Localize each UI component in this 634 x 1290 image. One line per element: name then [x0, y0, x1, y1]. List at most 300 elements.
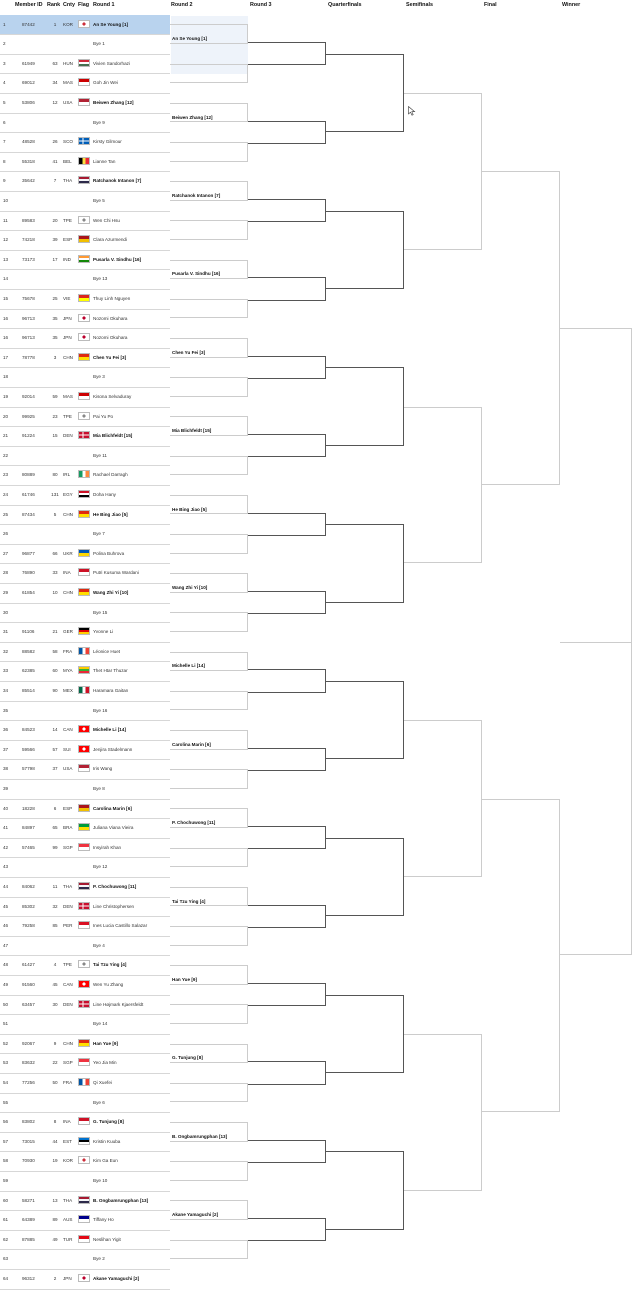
country-cell: CAN	[63, 727, 73, 733]
player-name: Bye 2	[93, 1256, 105, 1262]
flag-ukr-icon	[78, 549, 90, 557]
header-winner: Winner	[562, 2, 581, 8]
round2-winner: G. Tunjung [8]	[172, 1055, 203, 1061]
rank-cell: 65	[52, 825, 58, 831]
member-id-cell: 61427	[22, 962, 35, 968]
row-number: 46	[3, 923, 9, 929]
player-name: Clara Azurmendi	[93, 237, 127, 243]
row-number: 35	[3, 707, 9, 713]
round2-winner: Wang Zhi Yi [10]	[172, 585, 208, 590]
bracket-connector	[248, 42, 326, 65]
player-name: Neslihan Yigit	[93, 1236, 121, 1242]
table-row[interactable]	[0, 407, 170, 426]
row-number: 48	[3, 962, 9, 968]
rank-cell: 99	[52, 844, 58, 850]
bracket-connector	[170, 1200, 248, 1220]
player-name: Insyirah Khan	[93, 844, 122, 850]
country-cell: JPN	[63, 1276, 72, 1281]
flag-empty	[78, 1254, 90, 1262]
header-cnty: Cnty	[63, 2, 75, 8]
bracket-connector	[326, 367, 404, 445]
rank-cell: 45	[52, 982, 58, 987]
header-round3: Round 3	[250, 2, 272, 8]
table-row[interactable]	[0, 740, 170, 759]
bracket-connector	[170, 1083, 248, 1103]
country-cell	[63, 446, 75, 465]
table-row[interactable]	[0, 1073, 170, 1092]
country-cell: ESP	[63, 805, 73, 811]
country-cell: IND	[63, 256, 71, 262]
rank-cell: 35	[52, 315, 58, 321]
table-row[interactable]	[0, 485, 170, 504]
flag-tur-icon	[78, 1235, 90, 1243]
table-row[interactable]	[0, 661, 170, 680]
row-number: 31	[3, 629, 9, 635]
bracket-connector	[170, 769, 248, 789]
row-number: 18	[3, 374, 9, 380]
bracket-connector	[170, 652, 248, 672]
round2-winner: Carolina Marin [6]	[172, 741, 211, 747]
flag-usa-icon	[78, 764, 90, 772]
player-name: Bye 6	[93, 1099, 105, 1105]
member-id-cell: 58271	[22, 1197, 35, 1203]
rank-cell: 20	[52, 217, 58, 223]
country-cell: VIE	[63, 296, 71, 301]
country-cell	[63, 936, 75, 955]
player-name: Bye 12	[93, 864, 108, 870]
country-cell: TUR	[63, 1236, 73, 1242]
country-cell	[63, 34, 75, 53]
rank-cell: 10	[52, 590, 58, 595]
player-name: Kim Ga Eun	[93, 1158, 118, 1164]
table-row[interactable]	[0, 583, 170, 602]
rank-cell: 14	[52, 727, 58, 733]
row-number: 45	[3, 903, 9, 909]
table-row[interactable]	[0, 1249, 170, 1268]
rank-cell: 39	[52, 237, 58, 243]
round2-winner: Pusarla V. Sindhu [16]	[172, 271, 221, 277]
table-row[interactable]	[0, 211, 170, 230]
table-row[interactable]	[0, 191, 170, 210]
player-name: Iris Wang	[93, 766, 113, 772]
table-row[interactable]	[0, 446, 170, 465]
country-cell: THA	[63, 884, 73, 889]
row-number: 28	[3, 570, 9, 576]
country-cell: SUI	[63, 746, 71, 752]
flag-sgp-icon	[78, 1058, 90, 1066]
rank-cell: 5	[53, 511, 57, 517]
row-number: 64	[3, 1276, 9, 1281]
bracket-connector	[248, 669, 326, 692]
table-row[interactable]	[0, 426, 170, 445]
member-id-cell: 75678	[22, 296, 35, 301]
country-cell: JPN	[63, 335, 72, 341]
table-row[interactable]	[0, 642, 170, 661]
rank-cell	[50, 34, 60, 53]
rank-cell: 90	[52, 688, 58, 693]
row-number: 33	[3, 668, 9, 674]
flag-usa-icon	[78, 98, 90, 106]
flag-sui-icon	[78, 745, 90, 753]
round2-winner: Michelle Li [14]	[172, 663, 205, 669]
row-number: 63	[3, 1256, 9, 1262]
flag-sco-icon	[78, 137, 90, 145]
table-row[interactable]	[0, 250, 170, 269]
row-number: 50	[3, 1001, 9, 1007]
table-row[interactable]	[0, 681, 170, 700]
bracket-connector	[170, 24, 248, 44]
flag-ind-icon	[78, 255, 90, 263]
member-id-cell: 83802	[22, 1119, 35, 1125]
rank-cell: 26	[52, 139, 58, 145]
table-row[interactable]	[0, 563, 170, 582]
row-number: 20	[3, 413, 9, 419]
row-number: 52	[3, 1040, 9, 1046]
flag-bel-icon	[78, 157, 90, 165]
flag-aus-icon	[78, 1215, 90, 1223]
flag-per-icon	[78, 921, 90, 929]
bracket-connector	[482, 171, 560, 485]
bracket-connector	[482, 799, 560, 1113]
table-row[interactable]	[0, 1230, 170, 1249]
country-cell: CHN	[63, 590, 73, 595]
table-row[interactable]	[0, 73, 170, 92]
player-name: Yeo Jia Min	[93, 1060, 117, 1066]
table-row[interactable]	[0, 1151, 170, 1170]
table-row[interactable]	[0, 1171, 170, 1190]
country-cell: BEL	[63, 158, 72, 164]
bracket-connector	[248, 356, 326, 379]
table-row[interactable]	[0, 936, 170, 955]
rank-cell: 44	[52, 1138, 58, 1144]
table-row[interactable]	[0, 348, 170, 367]
flag-chn-icon	[78, 588, 90, 596]
row-number: 40	[3, 805, 9, 811]
table-row[interactable]	[0, 1093, 170, 1112]
member-id-cell: 59566	[22, 746, 35, 752]
flag-empty	[78, 451, 90, 459]
flag-den-icon	[78, 1000, 90, 1008]
bracket-connector	[248, 513, 326, 536]
flag-irl-icon	[78, 470, 90, 478]
bracket-connector	[170, 848, 248, 868]
row-number: 15	[3, 296, 9, 301]
member-id-cell: 77256	[22, 1080, 35, 1085]
table-row[interactable]	[0, 544, 170, 563]
country-cell: CHN	[63, 354, 73, 360]
round2-winner: Han Yue [9]	[172, 977, 197, 982]
row-number: 30	[3, 609, 9, 615]
member-id-cell: 89583	[22, 217, 35, 223]
table-row[interactable]	[0, 1210, 170, 1229]
flag-egy-icon	[78, 490, 90, 498]
table-row[interactable]	[0, 975, 170, 994]
player-name: Wang Zhi Yi [10]	[93, 590, 129, 595]
flag-mas-icon	[78, 78, 90, 86]
flag-sgp-icon	[78, 843, 90, 851]
table-row[interactable]	[0, 505, 170, 524]
table-row[interactable]	[0, 701, 170, 720]
table-row[interactable]	[0, 1034, 170, 1053]
flag-can-icon	[78, 980, 90, 988]
table-row[interactable]	[0, 93, 170, 112]
row-number: 6	[3, 119, 6, 125]
player-name: Polina Buhrova	[93, 550, 125, 556]
country-cell: THA	[63, 1197, 73, 1203]
flag-ina-icon	[78, 1117, 90, 1125]
table-row[interactable]	[0, 113, 170, 132]
country-cell: MEX	[63, 688, 73, 693]
table-row[interactable]	[0, 1014, 170, 1033]
country-cell: TPE	[63, 217, 72, 223]
table-row[interactable]	[0, 916, 170, 935]
bracket-connector	[326, 54, 404, 132]
row-number: 43	[3, 864, 9, 870]
row-number: 25	[3, 511, 9, 517]
country-cell	[63, 524, 75, 543]
member-id-cell	[22, 269, 42, 288]
bracket-connector	[170, 1004, 248, 1024]
bracket-connector	[248, 905, 326, 928]
flag-chn-icon	[78, 353, 90, 361]
country-cell: BRA	[63, 825, 73, 831]
table-row[interactable]	[0, 877, 170, 896]
country-cell: INA	[63, 570, 71, 576]
flag-empty	[78, 784, 90, 792]
row-number: 19	[3, 394, 9, 399]
rank-cell: 131	[51, 492, 59, 497]
bracket-connector	[170, 1240, 248, 1260]
bracket-connector	[170, 220, 248, 240]
table-row[interactable]	[0, 524, 170, 543]
player-name: Vivien Sandorhazi	[93, 60, 130, 66]
table-row[interactable]	[0, 759, 170, 778]
member-id-cell: 48528	[22, 139, 35, 145]
bracket-connector	[170, 926, 248, 946]
member-id-cell: 74218	[22, 237, 35, 243]
player-name: Kisona Selvaduray	[93, 394, 132, 399]
flag-empty	[78, 39, 90, 47]
player-name: Goh Jin Wei	[93, 80, 118, 86]
member-id-cell	[22, 524, 42, 543]
country-cell: CAN	[63, 982, 73, 987]
bracket-connector	[248, 121, 326, 144]
table-row[interactable]	[0, 387, 170, 406]
rank-cell: 9	[53, 1040, 57, 1046]
table-row[interactable]	[0, 995, 170, 1014]
member-id-cell: 83632	[22, 1060, 35, 1066]
winner-line	[560, 642, 632, 643]
member-id-cell	[22, 857, 42, 876]
country-cell: THA	[63, 178, 73, 184]
country-cell: UKR	[63, 550, 73, 556]
member-id-cell: 70930	[22, 1158, 35, 1164]
rank-cell: 30	[52, 1001, 58, 1007]
country-cell	[63, 367, 75, 386]
member-id-cell: 87885	[22, 1236, 35, 1242]
country-cell: INA	[63, 1119, 71, 1125]
header-quarterfinals: Quarterfinals	[328, 2, 362, 8]
member-id-cell: 53806	[22, 100, 35, 105]
member-id-cell	[22, 1171, 42, 1190]
flag-tha-icon	[78, 1196, 90, 1204]
row-number: 16	[3, 335, 9, 341]
row-number: 14	[3, 276, 9, 282]
flag-jpn-icon	[78, 1274, 90, 1282]
player-name: Thet Htar Thuzar	[93, 668, 128, 674]
member-id-cell: 80889	[22, 472, 35, 478]
table-row[interactable]	[0, 34, 170, 53]
country-cell	[63, 113, 75, 132]
bracket-connector	[170, 299, 248, 319]
row-number: 27	[3, 550, 9, 556]
flag-empty	[78, 941, 90, 949]
member-id-cell: 91224	[22, 433, 35, 439]
country-cell: JPN	[63, 315, 72, 321]
table-row[interactable]	[0, 230, 170, 249]
country-cell: AUS	[63, 1217, 73, 1223]
rank-cell: 13	[52, 1197, 58, 1203]
table-row[interactable]	[0, 603, 170, 622]
table-row[interactable]	[0, 1053, 170, 1072]
player-name: Putri Kusuma Wardani	[93, 570, 139, 576]
rank-cell	[50, 269, 60, 288]
player-name: Bye 8	[93, 786, 105, 791]
player-name: Ratchanok Intanon [7]	[93, 178, 142, 184]
country-cell	[63, 269, 75, 288]
table-row[interactable]	[0, 171, 170, 190]
mouse-cursor-icon	[408, 106, 416, 116]
rank-cell: 66	[52, 550, 58, 556]
table-row[interactable]	[0, 132, 170, 151]
player-name: Line Højmark Kjaersfeldt	[93, 1001, 144, 1007]
bracket-connector	[248, 199, 326, 222]
bracket-connector	[170, 260, 248, 280]
table-row[interactable]	[0, 309, 170, 328]
flag-fra-icon	[78, 647, 90, 655]
table-row[interactable]	[0, 799, 170, 818]
bracket-connector	[326, 838, 404, 916]
table-row[interactable]	[0, 955, 170, 974]
row-number: 60	[3, 1197, 9, 1203]
player-name: Pai Yu Po	[93, 413, 114, 419]
country-cell: MAS	[63, 394, 73, 399]
rank-cell	[50, 779, 60, 798]
player-name: Line Christophersen	[93, 903, 135, 909]
player-name: An Se Young [1]	[93, 21, 129, 27]
table-row[interactable]	[0, 818, 170, 837]
rank-cell: 60	[52, 668, 58, 674]
rank-cell: 8	[53, 1119, 57, 1125]
flag-ger-icon	[78, 627, 90, 635]
table-row[interactable]	[0, 54, 170, 73]
country-cell: GER	[63, 629, 73, 635]
table-row[interactable]	[0, 328, 170, 347]
country-cell: USA	[63, 100, 73, 105]
table-row[interactable]	[0, 1191, 170, 1210]
country-cell: SCO	[63, 139, 73, 145]
rank-cell: 41	[52, 158, 58, 164]
table-row[interactable]	[0, 720, 170, 739]
player-name: Kirsty Gilmour	[93, 139, 122, 145]
flag-empty	[78, 1098, 90, 1106]
table-row[interactable]	[0, 465, 170, 484]
rank-cell: 11	[52, 884, 58, 889]
table-row[interactable]	[0, 897, 170, 916]
bracket-connector	[170, 965, 248, 985]
row-number: 9	[3, 178, 6, 184]
country-cell: CHN	[63, 511, 73, 517]
table-row[interactable]	[0, 289, 170, 308]
member-id-cell: 87434	[22, 511, 35, 517]
row-number: 37	[3, 746, 9, 752]
player-name: Rachael Darragh	[93, 472, 128, 478]
table-row[interactable]	[0, 779, 170, 798]
round2-winner: Mia Blichfeldt [15]	[172, 428, 212, 434]
round2-winner: B. Ongbamrungphan [13]	[172, 1133, 228, 1139]
player-name: Bye 4	[93, 942, 105, 948]
member-id-cell: 96877	[22, 550, 35, 556]
row-number: 42	[3, 844, 9, 850]
bracket-connector	[404, 93, 482, 250]
bracket-connector	[170, 534, 248, 554]
country-cell	[63, 191, 75, 210]
row-number: 49	[3, 982, 9, 987]
flag-den-icon	[78, 431, 90, 439]
flag-mas-icon	[78, 392, 90, 400]
player-name: Wen Yu Zhang	[93, 982, 124, 987]
country-cell: SGP	[63, 1060, 73, 1066]
header-final: Final	[484, 2, 497, 8]
flag-esp-icon	[78, 235, 90, 243]
table-row[interactable]	[0, 367, 170, 386]
bracket-connector	[170, 691, 248, 711]
member-id-cell: 76890	[22, 570, 35, 576]
table-row[interactable]	[0, 269, 170, 288]
table-row[interactable]	[0, 1132, 170, 1151]
row-number: 39	[3, 786, 9, 791]
bracket-connector	[404, 1034, 482, 1191]
country-cell: EGY	[63, 492, 73, 497]
player-name: Bye 11	[93, 452, 107, 458]
table-row[interactable]	[0, 838, 170, 857]
flag-hun-icon	[78, 59, 90, 67]
player-name: Bye 16	[93, 707, 108, 713]
flag-tha-icon	[78, 176, 90, 184]
member-id-cell	[22, 936, 42, 955]
rank-cell: 59	[52, 394, 58, 399]
row-number: 47	[3, 942, 9, 948]
player-name: Bye 7	[93, 531, 105, 537]
table-row[interactable]	[0, 622, 170, 641]
country-cell	[63, 1249, 75, 1268]
flag-vie-icon	[78, 294, 90, 302]
row-number: 1	[3, 21, 6, 27]
bracket-connector	[170, 730, 248, 750]
member-id-cell: 61949	[22, 60, 35, 66]
table-row[interactable]	[0, 1269, 170, 1288]
table-row[interactable]	[0, 857, 170, 876]
rank-cell: 1	[53, 21, 57, 27]
bracket-connector	[248, 277, 326, 300]
row-number: 61	[3, 1217, 9, 1223]
rank-cell: 23	[52, 413, 58, 419]
table-row[interactable]	[0, 15, 170, 34]
table-row[interactable]	[0, 152, 170, 171]
bracket-connector	[248, 1218, 326, 1241]
table-row[interactable]	[0, 1112, 170, 1131]
flag-kor-icon	[78, 1156, 90, 1164]
